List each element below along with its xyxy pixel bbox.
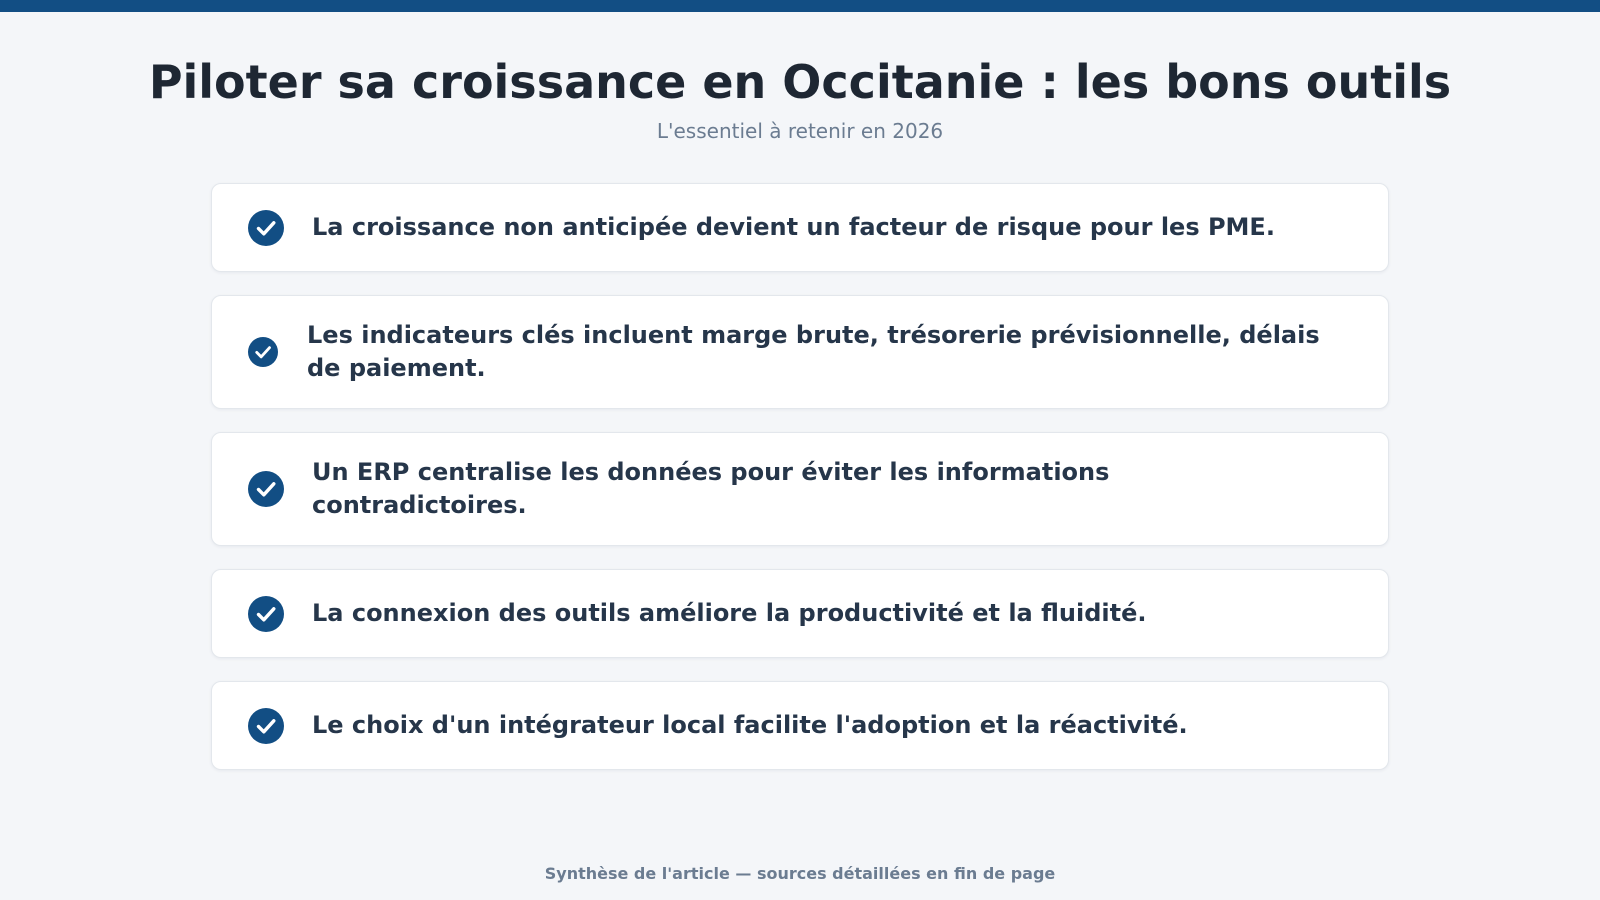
key-point-text: Le choix d'un intégrateur local facilite l'adoption et la réactivité. <box>312 711 1188 739</box>
key-point-text: Les indicateurs clés incluent marge brute, trésorerie prévisionnelle, délais de paiement. <box>307 321 1320 382</box>
check-circle-icon <box>248 708 284 744</box>
page-subtitle: L'essentiel à retenir en 2026 <box>656 119 944 143</box>
footer-note: Synthèse de l'article — sources détaillées en fin de page <box>544 864 1056 883</box>
check-circle-icon <box>248 210 284 246</box>
key-point-text: Un ERP centralise les données pour éviter les informations contradictoires. <box>312 458 1110 519</box>
key-point-card <box>211 295 1389 409</box>
key-point-text: La croissance non anticipée devient un facteur de risque pour les PME. <box>312 213 1275 241</box>
key-points-list <box>211 183 1389 793</box>
key-point-card <box>211 569 1389 658</box>
key-point-card <box>211 681 1389 770</box>
key-point-card <box>211 432 1389 546</box>
check-circle-icon <box>248 471 284 507</box>
check-circle-icon <box>248 596 284 632</box>
check-circle-icon <box>248 337 278 367</box>
key-point-card <box>211 183 1389 272</box>
top-accent-bar <box>0 0 1600 12</box>
page-title: Piloter sa croissance en Occitanie : les bons outils <box>148 55 1452 109</box>
key-point-text: La connexion des outils améliore la productivité et la fluidité. <box>312 599 1147 627</box>
